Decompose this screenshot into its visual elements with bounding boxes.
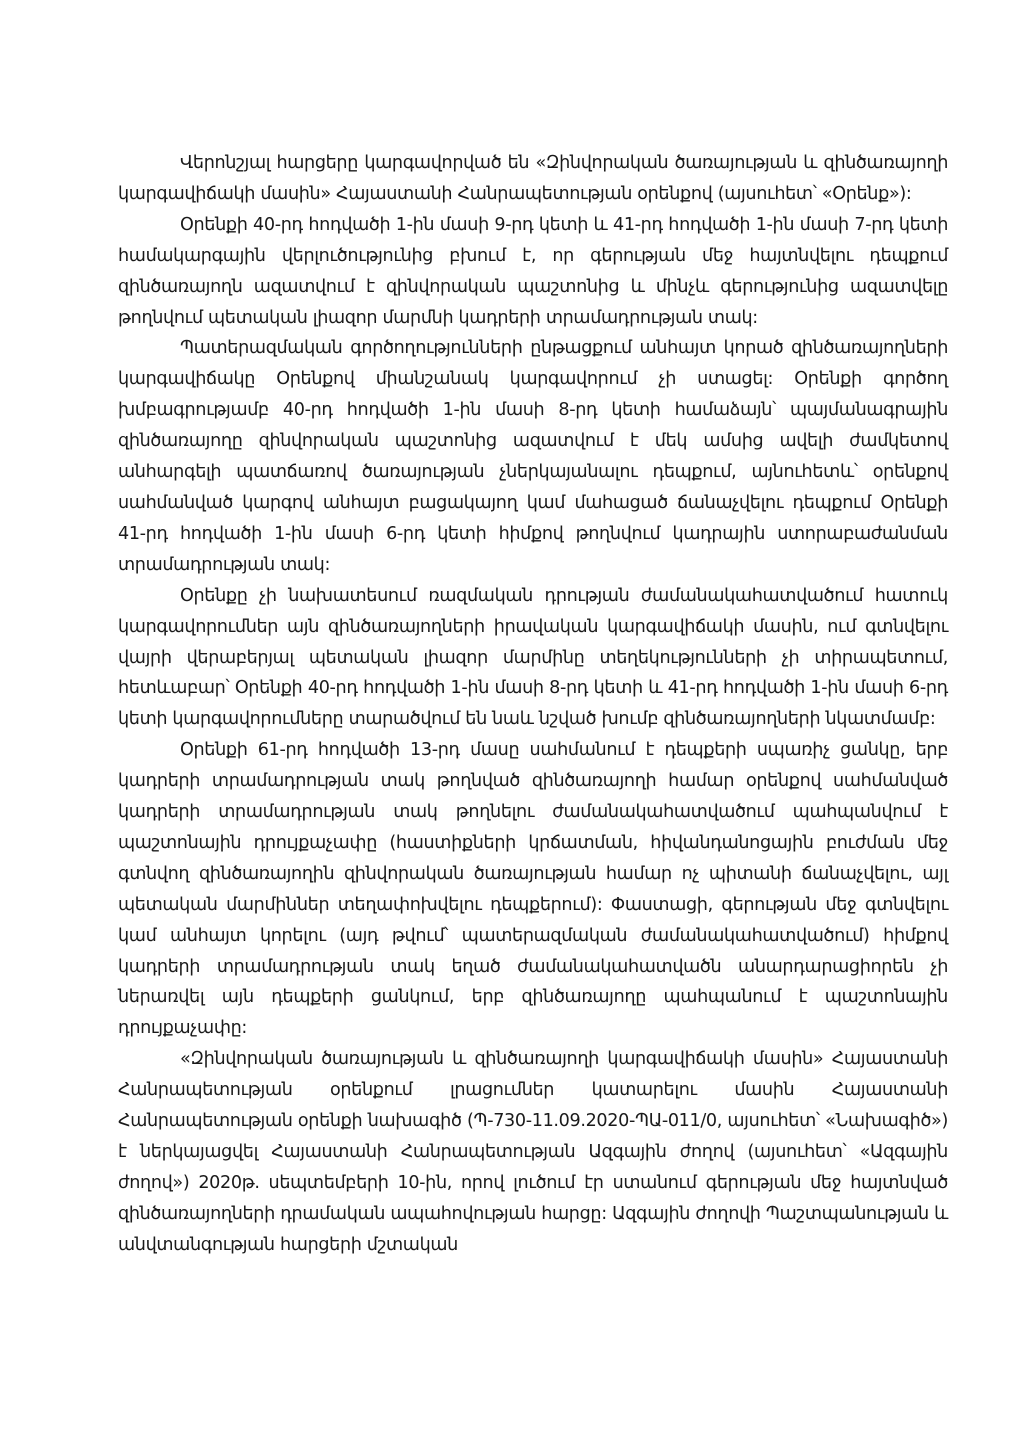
paragraph-draft-law: «Զինվորական ծառայության և զինծառայողի կարգավիճակի մասին» Հայաստանի Հանրապետության օրենքում լրացումներ կատարելու մասին Հայաստանի Հանրապետության օրենքի նախագիծ (Պ-730-11.09.2020-ՊԱ-011/0, այսուհետ՝ «Նախագիծ») է ներկայացվել Հայաստանի Հանրապետության Ազգային ժողով (այսուհետ՝ «Ազգային ժողով») 2020թ. սեպտեմբերի 10-ին, որով լուծում էր ստանում գերության մեջ հայտնված զինծառայողների դրամական ապահովության հարցը: Ազգային ժողովի Պաշտպանության և անվտանգության հարցերի մշտական [118, 1049, 948, 1255]
paragraph-article-61: Օրենքի 61-րդ հոդվածի 13-րդ մասը սահմանում է դեպքերի սպառիչ ցանկը, երբ կադրերի տրամադրության տակ թողնված զինծառայողի համար օրենքով սահմանված կադրերի տրամադրության տակ թողնելու ժամանակահատվածում պահպանվում է պաշտոնային դրույքաչափը (հաստիքների կրճատման, հիվանդանոցային բուժման մեջ գտնվող զինծառայողին զինվորական ծառայության համար ոչ պիտանի ճանաչվելու, այլ պետական մարմիններ տեղափոխվելու դեպքերում): Փաստացի, գերության մեջ գտնվելու կամ անհայտ կորելու (այդ թվում՝ պատերազմական ժամանակահատվածում) հիմքով կադրերի տրամադրության տակ եղած ժամանակահատվածն անարդարացիորեն չի ներառվել այն դեպքերի ցանկում, երբ զինծառայողը պահպանում է պաշտոնային դրույքաչափը: [118, 740, 948, 1039]
paragraph-martial-law-gap: Օրենքը չի նախատեսում ռազմական դրության ժամանակահատվածում հատուկ կարգավորումներ այն զինծառայողների իրավական կարգավիճակի մասին, ում գտնվելու վայրի վերաբերյալ պետական լիազոր մարմինը տեղեկությունների չի տիրապետում, հետևաբար՝ Օրենքի 40-րդ հոդվածի 1-ին մասի 8-րդ կետի և 41-րդ հոդվածի 1-ին մասի 6-րդ կետի կարգավորումները տարածվում են նաև նշված խումբ զինծառայողների նկատմամբ: [118, 585, 948, 730]
paragraph-captivity-provisions: Օրենքի 40-րդ հոդվածի 1-ին մասի 9-րդ կետի և 41-րդ հոդվածի 1-ին մասի 7-րդ կետի համակարգային վերլուծությունից բխում է, որ գերության մեջ հայտնվելու դեպքում զինծառայողն ազատվում է զինվորական պաշտոնից և մինչև գերությունից ազատվելը թողնվում պետական լիազոր մարմնի կադրերի տրամադրության տակ: [118, 214, 948, 328]
paragraph-missing-servicemen: Պատերազմական գործողությունների ընթացքում անհայտ կորած զինծառայողների կարգավիճակը Օրենքով միանշանակ կարգավորում չի ստացել: Օրենքի գործող խմբագրությամբ 40-րդ հոդվածի 1-ին մասի 8-րդ կետի համաձայն՝ պայմանագրային զինծառայողը զինվորական պաշտոնից ազատվում է մեկ ամսից ավելի ժամկետով անհարգելի պատճառով ծառայության չներկայանալու դեպքում, այնուհետև՝ օրենքով սահմանված կարգով անհայտ բացակայող կամ մահացած ճանաչվելու դեպքում Օրենքի 41-րդ հոդվածի 1-ին մասի 6-րդ կետի հիմքով թողնվում կադրային ստորաբաժանման տրամադրության տակ: [118, 338, 948, 575]
paragraph-law-reference: Վերոնշյալ հարցերը կարգավորված են «Զինվորական ծառայության և զինծառայողի կարգավիճակի մասին» Հայաստանի Հանրապետության օրենքով (այսուհետ՝ «Օրենք»): [118, 153, 948, 204]
document-page [118, 148, 948, 1261]
